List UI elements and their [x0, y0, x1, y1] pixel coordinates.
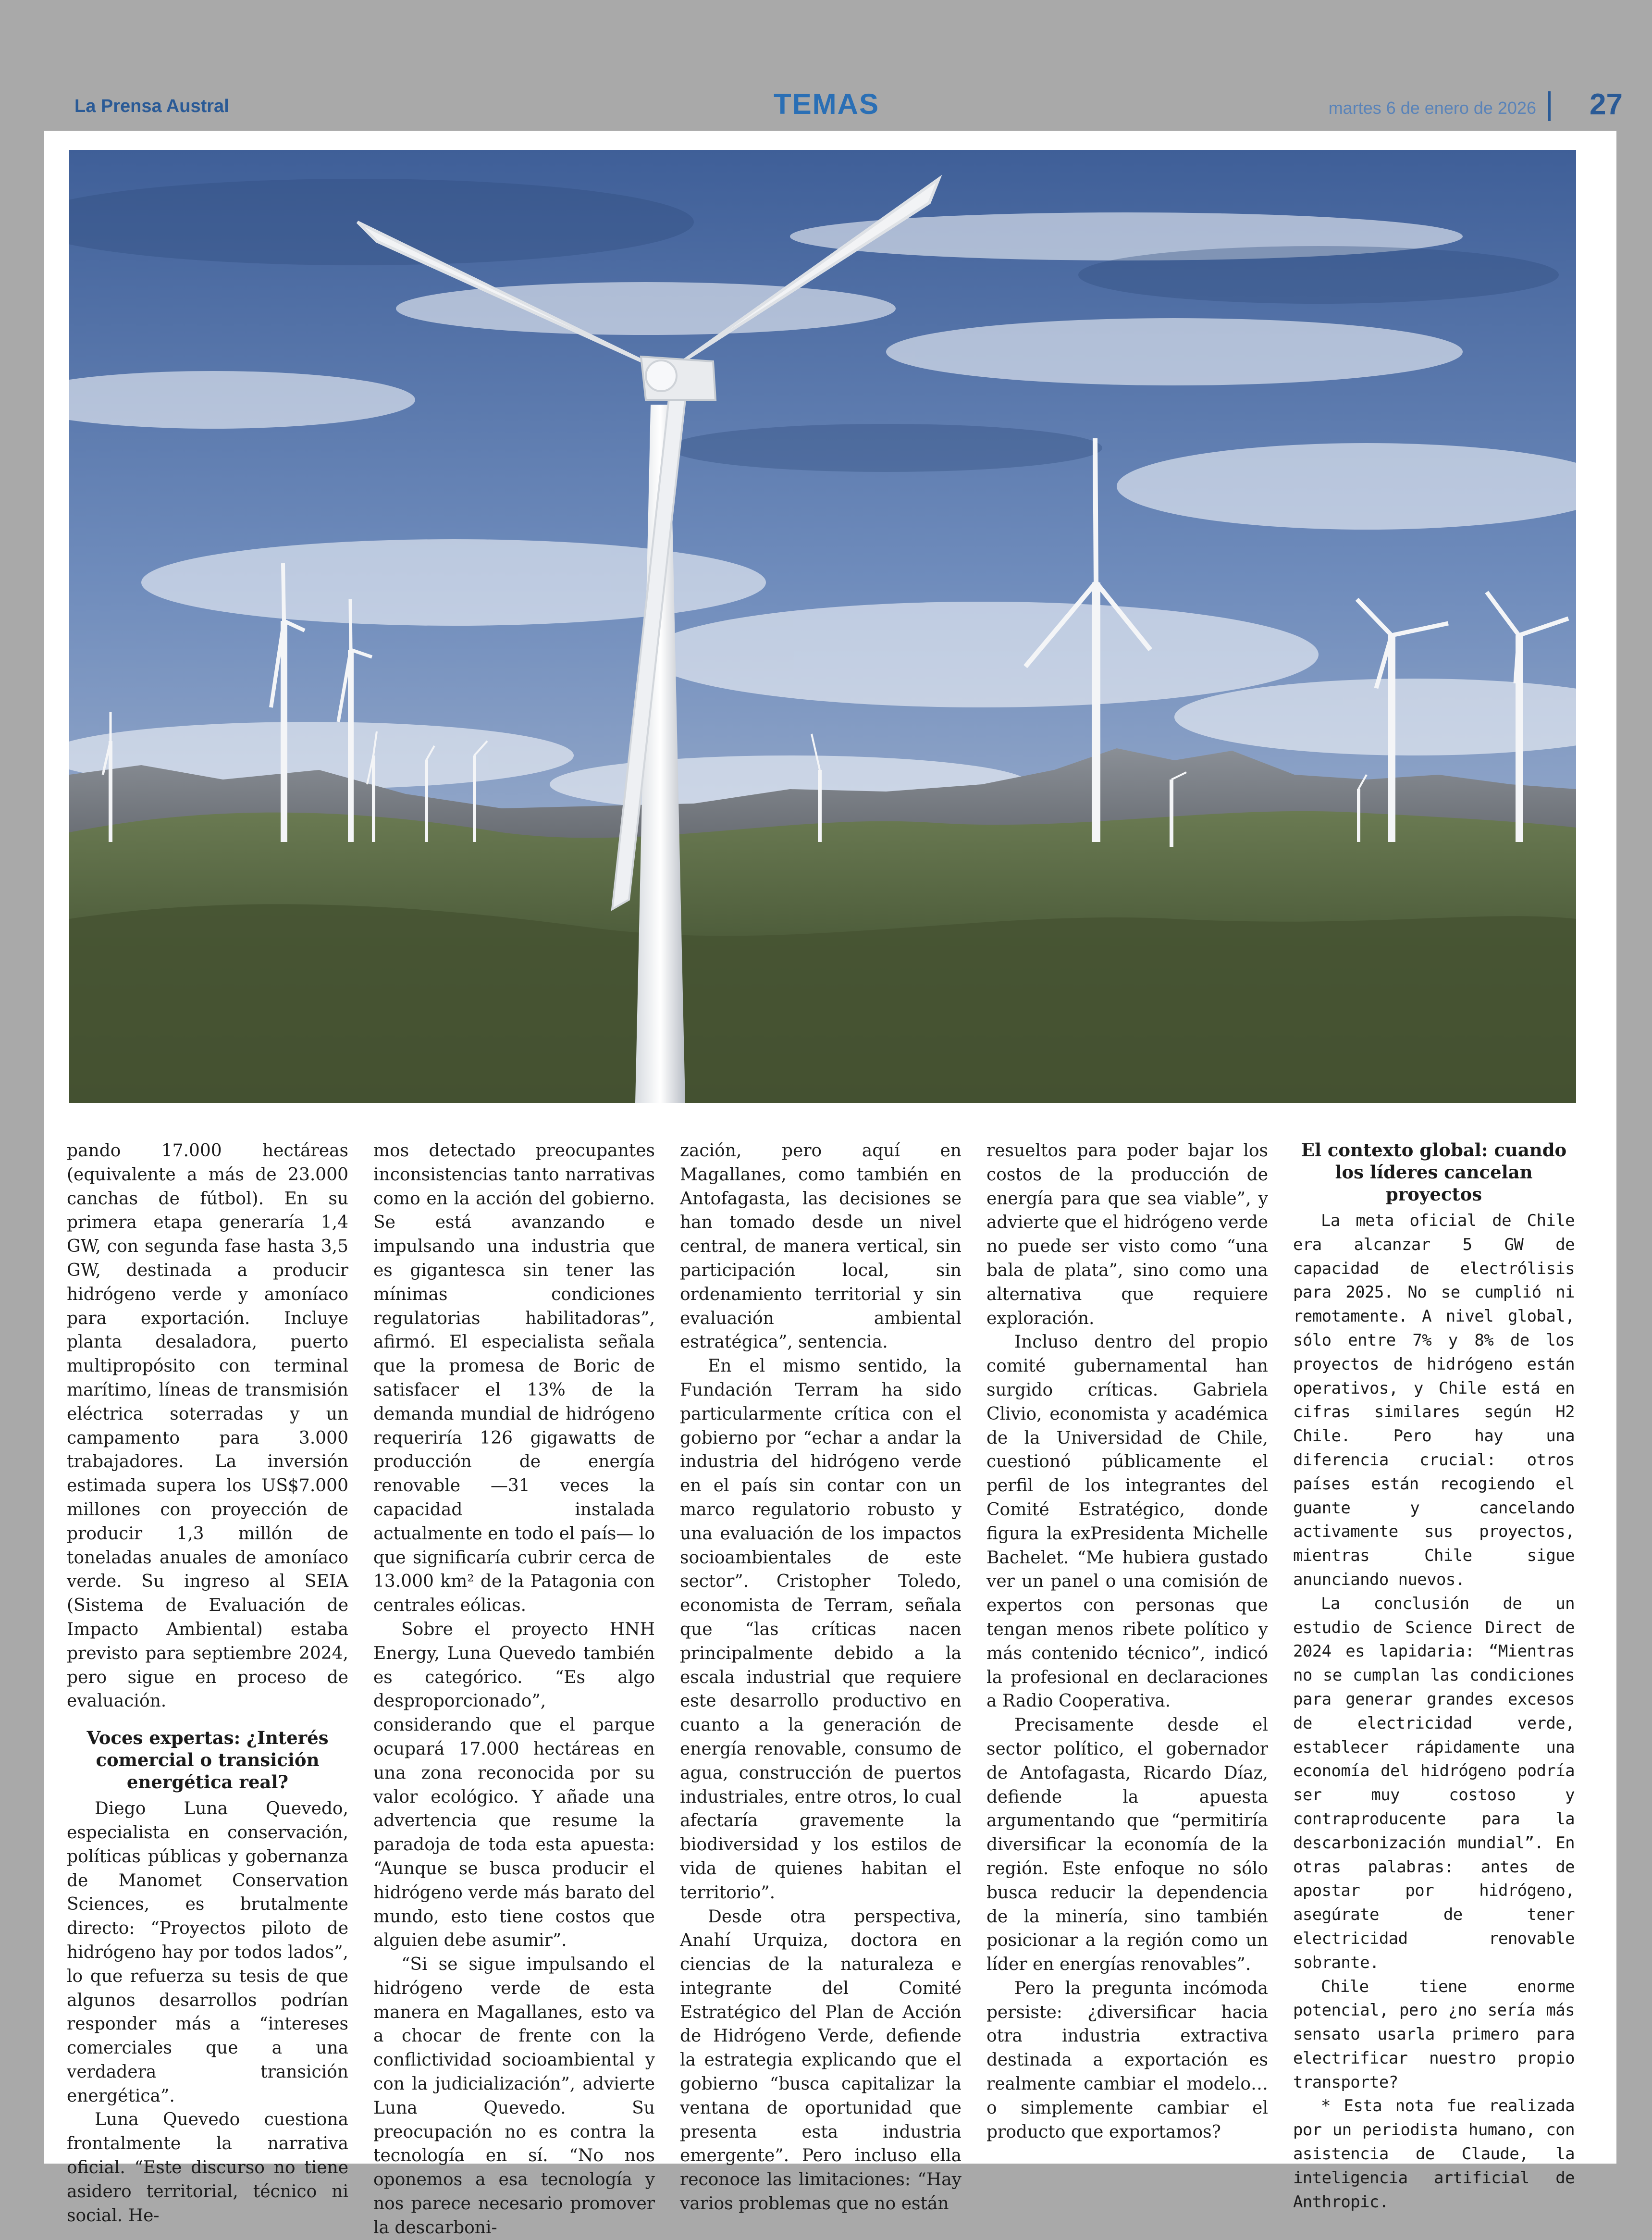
page-number: 27 [1590, 88, 1623, 121]
paragraph: resueltos para poder bajar los costos de la producción de energía para que sea viable”, y advierte que el hidrógeno verde no puede ser visto como “una bala de plata”, sino como una alternativa que requiere exploración. [986, 1141, 1268, 1328]
paragraph: mos detectado preocupantes inconsistencias tanto narrativas como en la acción del gobierno. Se está avanzando e impulsando una industria que es gigantesca sin tener las mínimas condiciones regulatorias habilitadoras”, afirmó. El especialista señala que la promesa de Boric de satisfacer el 13% de la demanda mundial de hidrógeno requeriría 126 gigawatts de producción de energía renovable —31 veces la capacidad instalada actualmente en todo el país— lo que significaría cubrir cerca de 13.000 km² de la Patagonia con centrales eólicas. [373, 1141, 655, 1616]
page-header [74, 87, 1623, 123]
article-column-1 [67, 1139, 348, 2228]
paragraph: Luna Quevedo cuestiona frontalmente la narrativa oficial. “Este discurso no tiene asidero territorial, técnico ni social. He- [67, 2110, 348, 2226]
paragraph: La meta oficial de Chile era alcanzar 5 GW de capacidad de electrólisis para 2025. No se cumplió ni remotamente. A nivel global, sólo entre 7% y 8% de los proyectos de hidrógeno están operativos, y Chile está en cifras similares según H2 Chile. Pero hay una diferencia crucial: otros países están recogiendo el guante y cancelando activamente sus proyectos, mientras Chile sigue anunciando nuevos. [1293, 1211, 1575, 1589]
paragraph: zación, pero aquí en Magallanes, como también en Antofagasta, las decisiones se han tomado desde un nivel central, de manera vertical, sin participación local, sin ordenamiento territorial y sin evaluación ambiental estratégica”, sentencia. [680, 1141, 962, 1352]
paragraph: La conclusión de un estudio de Science Direct de 2024 es lapidaria: “Mientras no se cumplan las condiciones para generar grandes excesos de electricidad verde, establecer rápidamente una economía del hidrógeno podría ser muy costoso y contraproducente para la descarbonización mundial”. En otras palabras: antes de apostar por hidrógeno, asegúrate de tener electricidad renovable sobrante. [1293, 1594, 1575, 1972]
article-column-3 [680, 1139, 962, 2216]
paragraph: “Si se sigue impulsando el hidrógeno verde de esta manera en Magallanes, esto va a chocar de frente con la conflictividad socioambiental y con la judicialización”, advierte Luna Quevedo. Su preocupación no es contra la tecnología en sí. “No nos oponemos a esa tecnología y nos parece necesario promover la descarboni- [373, 1955, 655, 2238]
author-note: * Esta nota fue realizada por un periodista humano, con asistencia de Claude, la inteligencia artificial de Anthropic. [1293, 2096, 1575, 2212]
paragraph: Precisamente desde el sector político, el gobernador de Antofagasta, Ricardo Díaz, defiende la apuesta argumentando que “permitiría diversificar la economía de la región. Este enfoque no sólo busca reducir la dependencia de la minería, sino también posicionar a la región como un líder en energías renovables”. [986, 1715, 1268, 1975]
paragraph: Sobre el proyecto HNH Energy, Luna Quevedo también es categórico. “Es algo desproporcionado”, considerando que el parque ocupará 17.000 hectáreas en una zona reconocida por su valor ecológico. Y añade una advertencia que resume la paradoja de toda esta apuesta: “Aunque se busca producir el hidrógeno verde más barato del mundo, esto tiene costos que alguien debe asumir”. [373, 1619, 655, 1951]
issue-date: martes 6 de enero de 2026 [1328, 98, 1536, 118]
paragraph: Chile tiene enorme potencial, pero ¿no sería más sensato usarla primero para electrificar nuestro propio transporte? [1293, 1977, 1575, 2092]
article-column-2 [373, 1139, 655, 2240]
subheading-contexto-global: El contexto global: cuando los líderes cancelan proyectos [1301, 1139, 1567, 1205]
publication-name: La Prensa Austral [74, 96, 229, 116]
paragraph: Desde otra perspectiva, Anahí Urquiza, doctora en ciencias de la naturaleza e integrante del Comité Estratégico del Plan de Acción de Hidrógeno Verde, defiende la estrategia explicando que el gobierno “busca capitalizar la ventana de oportunidad que presenta esta industria emergente”. Pero incluso ella reconoce las limitaciones: “Hay varios problemas que no están [680, 1906, 962, 2214]
paragraph: Incluso dentro del propio comité gubernamental han surgido críticas. Gabriela Clivio, economista y académica de la Universidad de Chile, cuestionó públicamente el perfil de los integrantes del Comité Estratégico, donde figura la exPresidenta Michelle Bachelet. “Me hubiera gustado ver un panel o una comisión de expertos con personas que tengan menos ribete político y más contenido técnico”, indicó la profesional en declaraciones a Radio Cooperativa. [986, 1332, 1268, 1711]
section-title: TEMAS [774, 88, 879, 120]
paragraph: Diego Luna Quevedo, especialista en conservación, políticas públicas y gobernanza de Manomet Conservation Sciences, es brutalmente directo: “Proyectos piloto de hidrógeno hay por todos lados”, lo que refuerza su tesis de que algunos desarrollos podrían responder más a “intereses comerciales que a una verdadera transición energética”. [67, 1799, 348, 2106]
article-column-4 [986, 1139, 1268, 2144]
newspaper-page [44, 131, 1616, 2238]
subheading-voces-expertas: Voces expertas: ¿Interés comercial o transición energética real? [86, 1727, 329, 1793]
paragraph: En el mismo sentido, la Fundación Terram ha sido particularmente crítica con el gobierno por “echar a andar la industria del hidrógeno verde en el país sin contar con un marco regulatorio robusto y una evaluación de los impactos socioambientales de este sector”. Cristopher Toledo, economista de Terram, señala que “las críticas nacen principalmente debido a la escala industrial que requiere este desarrollo productivo en cuanto a la generación de energía renovable, consumo de agua, construcción de puertos industriales, entre otros, lo cual afectaría gravemente la biodiversidad y los estilos de vida de quienes habitan el territorio”. [680, 1356, 962, 1903]
paragraph: Pero la pregunta incómoda persiste: ¿diversificar hacia otra industria extractiva destinada a exportación es realmente cambiar el modelo… o simplemente cambiar el producto que exportamos? [986, 1978, 1268, 2142]
paragraph: pando 17.000 hectáreas (equivalente a más de 23.000 canchas de fútbol). En su primera etapa generaría 1,4 GW, con segunda fase hasta 3,5 GW, destinada a producir hidrógeno verde y amoníaco para exportación. Incluye planta desaladora, puerto multipropósito con terminal marítimo, líneas de transmisión eléctrica soterradas y un campamento para 3.000 trabajadores. La inversión estimada supera los US$7.000 millones con proyección de producir 1,3 millón de toneladas anuales de amoníaco verde. Su ingreso al SEIA (Sistema de Evaluación de Impacto Ambiental) estaba previsto para septiembre 2024, pero sigue en proceso de evaluación. [67, 1141, 348, 1711]
hill-foreground [69, 904, 1576, 1103]
article-column-5 [1293, 1139, 1575, 2214]
header-divider [1548, 91, 1551, 121]
wind-turbines-photo [69, 150, 1576, 1103]
